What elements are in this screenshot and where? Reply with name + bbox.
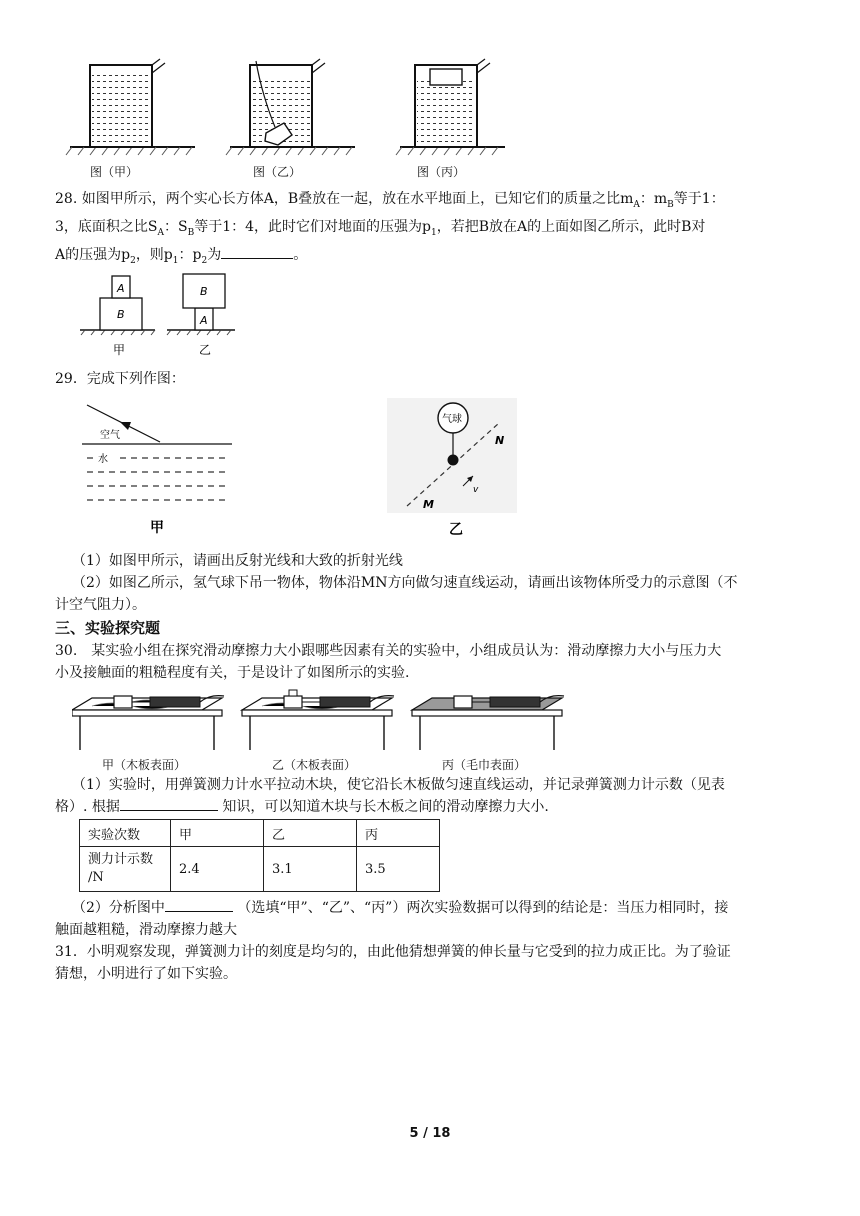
q30-part2-line1: （2）分析图中 （选填“甲”、“乙”、“丙”）两次实验数据可以得到的结论是：当压力相同时，接 [72,897,728,919]
q28-line3: A的压强为$p_2$，则$p_1$：$p_2$为 。 [55,244,815,272]
table-bing [412,696,564,750]
svg-text:水: 水 [98,454,108,465]
q29-part2-line2: 计空气阻力）。 [55,597,146,613]
q29-figure-yi [387,398,517,543]
q28-figure [75,268,245,363]
caption-fig-yi: 图（乙） [253,165,302,179]
table-header-row [80,820,440,847]
q28-line2: 3，底面积之比$S_A$：$S_B$等于1：4，此时它们对地面的压强为$p_1$，若把B放在A的上面如图乙所示，此时B对 [55,218,706,238]
table-jia [72,696,224,750]
svg-text:B: B [200,285,208,298]
caption-fig-jia: 图（甲） [90,165,139,179]
svg-text:甲: 甲 [113,343,126,357]
caption-exp-bing: 丙（毛巾表面） [442,758,527,772]
q30-line2: 小及接触面的粗糙程度有关，于是设计了如图所示的实验. [55,665,410,681]
caption-exp-jia: 甲（木板表面） [102,758,187,772]
table-cell: 3.1 [264,847,357,892]
top-figures [60,55,520,185]
container-bing [396,59,505,155]
q30-data-table-wrap [79,819,440,892]
q30-part1-line1: （1）实验时，用弹簧测力计水平拉动木块，使它沿长木板做匀速直线运动，并记录弹簧测力计示数（见表 [72,777,725,793]
q31-line1: 31．小明观察发现，弹簧测力计的刻度是均匀的，由此他猜想弹簧的伸长量与它受到的拉力成正比。为了验证 [55,944,731,960]
container-yi [226,59,355,155]
table-header-cell: 实验次数 [80,820,171,847]
friction-experiment-diagram [72,686,582,752]
svg-text:乙: 乙 [199,343,212,357]
table-row [80,847,440,892]
q29-line: 29．完成下列作图： [55,371,185,387]
svg-text:v: v [473,485,479,495]
section-title: 三、实验探究题 [55,619,161,637]
table-cell: 3.5 [357,847,440,892]
q28-line1: 28. 如图甲所示，两个实心长方体A，B叠放在一起，放在水平地面上，已知它们的质量之比$m_A$：$m_B$等于1： [55,191,725,210]
q30-line1: 30. 某实验小组在探究滑动摩擦力大小跟哪些因素有关的实验中，小组成员认为：滑动摩擦力大小与压力大 [55,643,722,659]
svg-text:乙: 乙 [449,522,463,538]
svg-text:甲: 甲 [150,520,164,536]
table-header-cell: 乙 [264,820,357,847]
table-header-cell: 丙 [357,820,440,847]
table-header-cell: 甲 [171,820,264,847]
q30-part1-line2: 格）. 根据 知识，可以知道木块与长木板之间的滑动摩擦力大小. [55,796,549,818]
table-yi [242,690,394,750]
q31-line2: 猜想，小明进行了如下实验。 [55,966,237,982]
ray-arrow [120,422,131,430]
refraction-diagram [82,400,232,540]
table-row-label: 测力计示数 /N [80,847,171,892]
question-28 [55,188,815,271]
q30-part2-line2: 触面越粗糙，滑动摩擦力越大 [55,922,237,938]
svg-text:B: B [117,308,125,321]
object-dot [448,455,459,466]
q28-answer-blank[interactable] [221,244,293,259]
q29-part1: （1）如图甲所示，请画出反射光线和大致的折射光线 [72,553,403,569]
svg-text:N: N [495,434,505,447]
container-jia [66,59,195,155]
table-cell: 2.4 [171,847,264,892]
svg-text:M: M [423,498,434,511]
q30-data-table [79,819,440,892]
q29-part2-line1: （2）如图乙所示，氢气球下吊一物体，物体沿MN方向做匀速直线运动，请画出该物体所受力的示意图（不 [72,575,738,591]
q30-choice-blank[interactable] [165,897,233,912]
containers-diagram [60,55,520,160]
stacked-blocks-diagram [75,268,245,363]
q29-figure-jia [82,400,232,540]
svg-text:A: A [117,282,125,295]
caption-exp-yi: 乙（木板表面） [272,758,357,772]
q30-figure [72,686,582,772]
caption-fig-bing: 图（丙） [417,165,466,179]
svg-text:空气: 空气 [100,430,120,441]
page-number: 5 / 18 [409,1126,451,1141]
balloon-diagram [387,398,517,543]
svg-text:气球: 气球 [442,414,462,425]
svg-text:A: A [200,314,208,327]
q30-knowledge-blank[interactable] [120,796,218,811]
